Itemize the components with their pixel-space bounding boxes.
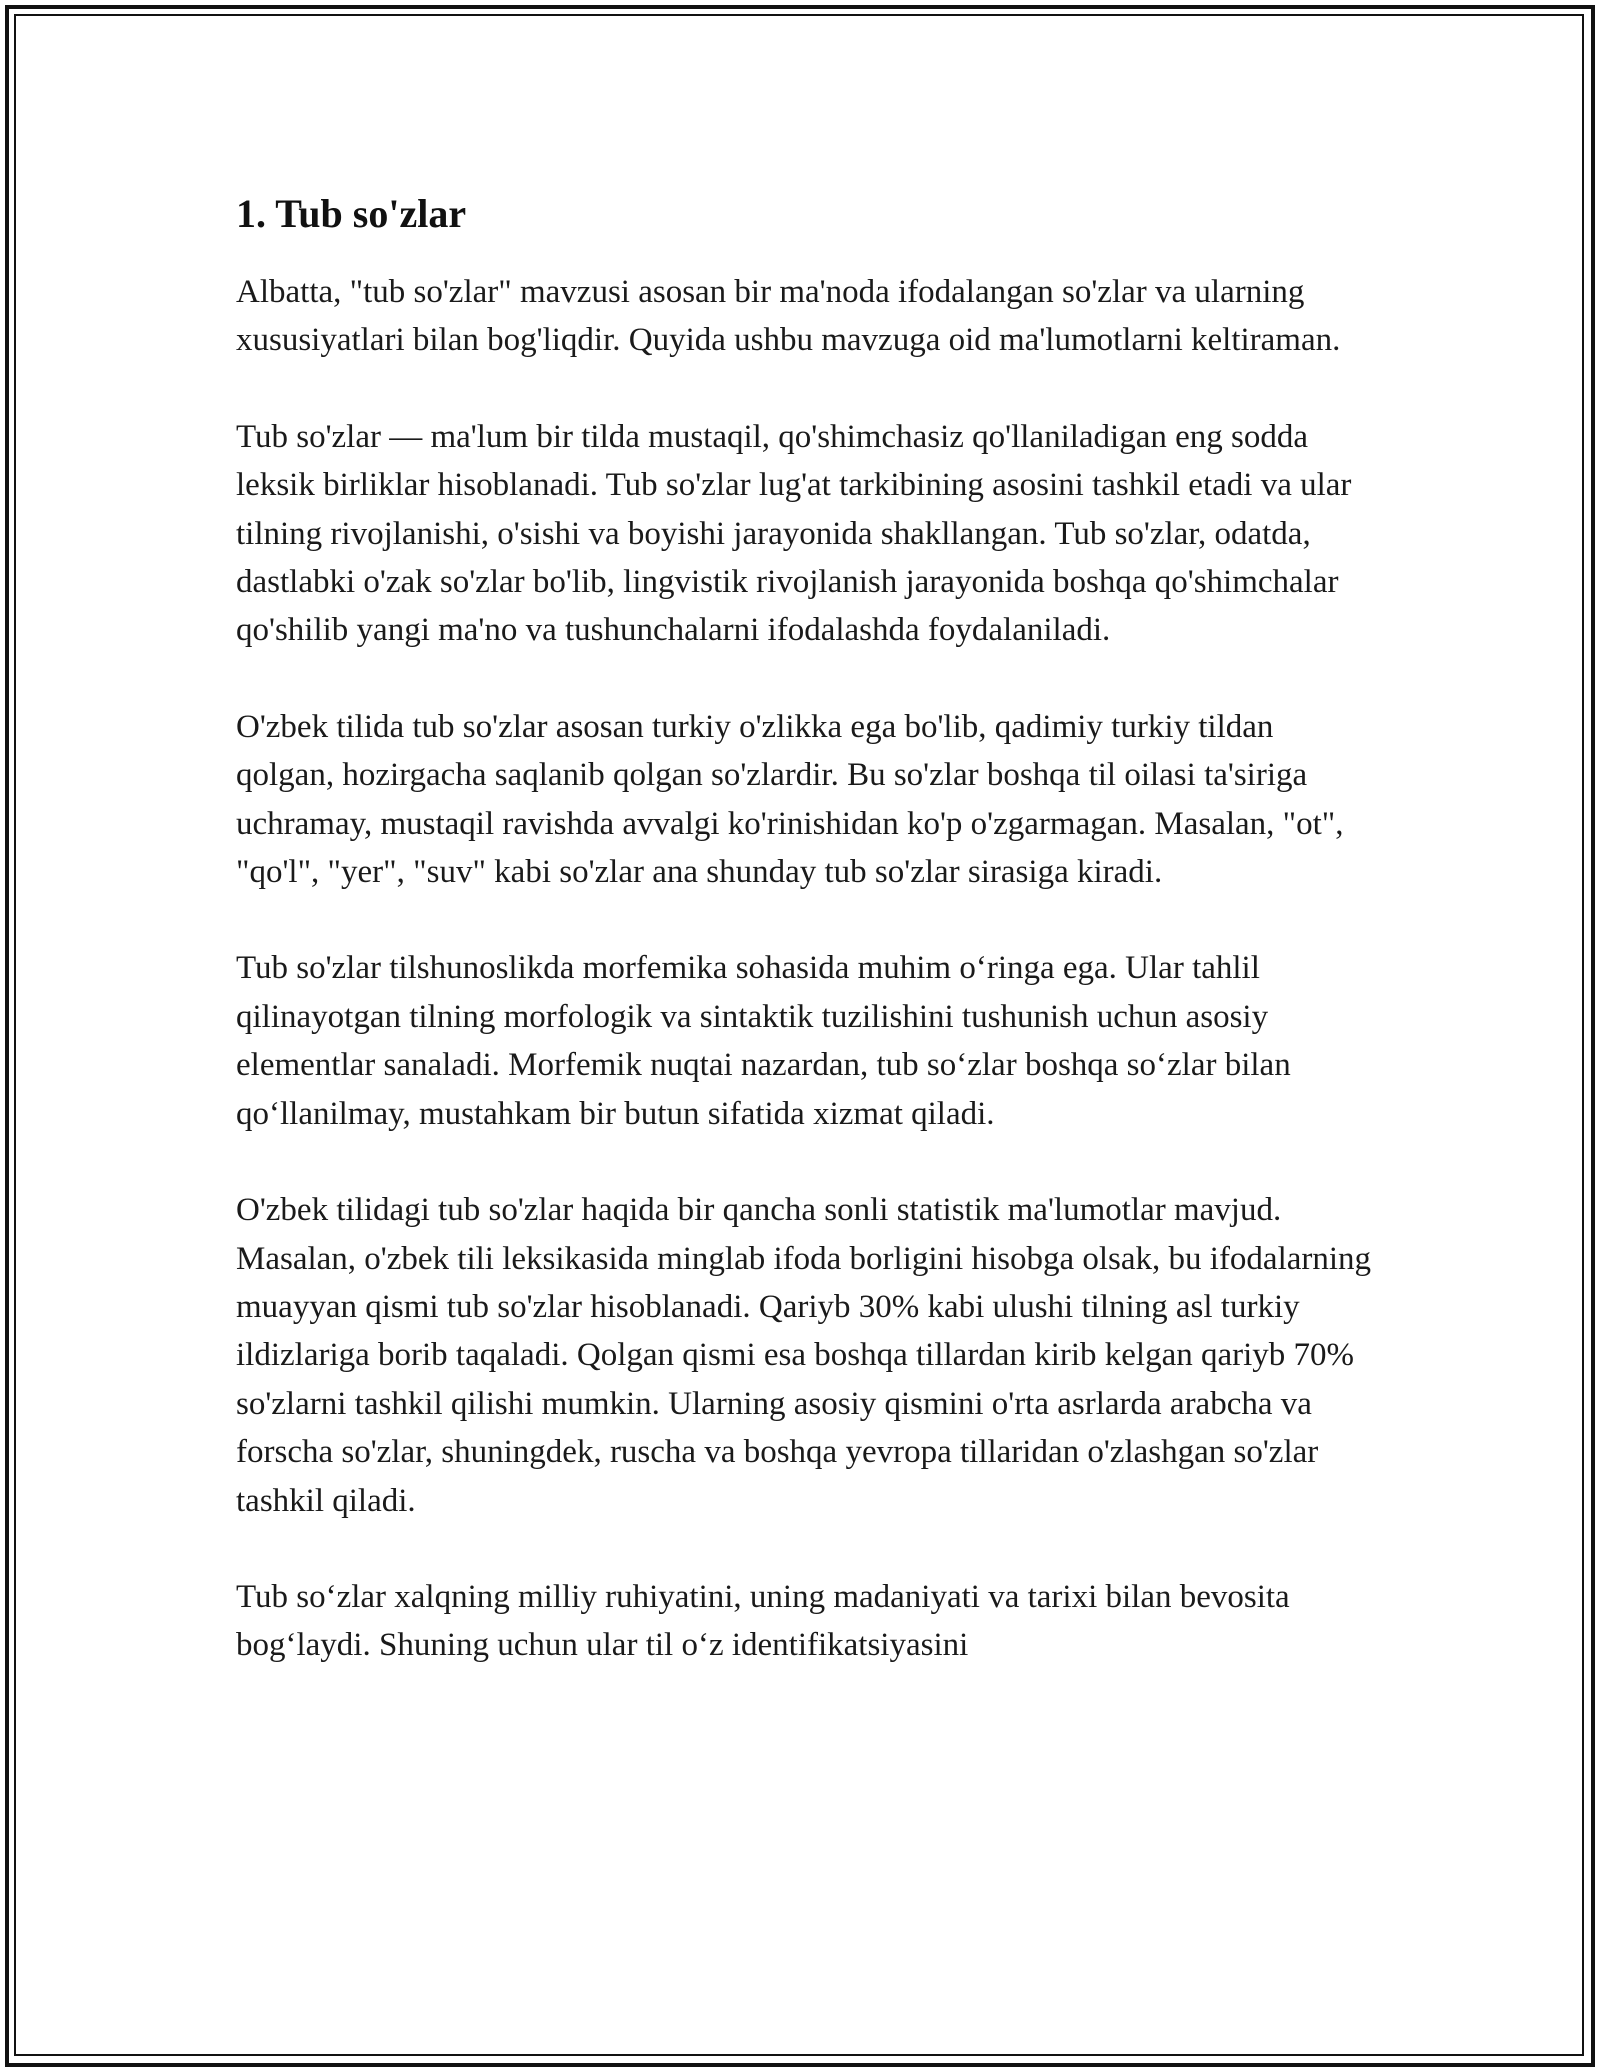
section-heading: 1. Tub so'zlar — [236, 191, 467, 236]
paragraph-morphemics: Tub so'zlar tilshunoslikda morfemika sohasida muhim o‘ringa ega. Ular tahlil qilinayotgan tilning morfologik va sintaktik tuzilishini tushunish uchun asosiy elementlar sanaladi. Morfemik nuqtai nazardan, tub so‘zlar boshqa so‘zlar bilan qo‘llanilmay, mustahkam bir butun sifatida xizmat qiladi. — [236, 950, 1291, 1132]
paragraph-identity: Tub so‘zlar xalqning milliy ruhiyatini, uning madaniyati va tarixi bilan bevosita bog‘laydi. Shuning uchun ular til o‘z identifikatsiyasini — [236, 1578, 1290, 1664]
paragraph-intro: Albatta, "tub so'zlar" mavzusi asosan bir ma'noda ifodalangan so'zlar va ularning xususiyatlari bilan bog'liqdir. Quyida ushbu mavzuga oid ma'lumotlarni keltiraman. — [236, 274, 1341, 359]
paragraph-definition: Tub so'zlar — ma'lum bir tilda mustaqil, qo'shimchasiz qo'llaniladigan eng sodda leksik birliklar hisoblanadi. Tub so'zlar lug'at tarkibining asosini tashkil etadi va ular tilning rivojlanishi, o'sishi va boyishi jarayonida shakllangan. Tub so'zlar, odatda, dastlabki o'zak so'zlar bo'lib, lingvistik rivojlanish jarayonida boshqa qo'shimchalar qo'shilib yangi ma'no va tushunchalarni ifodalashda foydalaniladi. — [236, 418, 1352, 649]
paragraph-statistics: O'zbek tilidagi tub so'zlar haqida bir qancha sonli statistik ma'lumotlar mavjud. Masalan, o'zbek tili leksikasida minglab ifoda borligini hisobga olsak, bu ifodalarning muayyan qismi tub so'zlar hisoblanadi. Qariyb 30% kabi ulushi tilning asl turkiy ildizlariga borib taqaladi. Qolgan qismi esa boshqa tillardan kirib kelgan qariyb 70% so'zlarni tashkil qilishi mumkin. Ularning asosiy qismini o'rta asrlarda arabcha va forscha so'zlar, shuningdek, ruscha va boshqa yevropa tillaridan o'zlashgan so'zlar tashkil qiladi. — [236, 1192, 1372, 1519]
document-body — [236, 186, 1376, 1670]
paragraph-origin: O'zbek tilida tub so'zlar asosan turkiy o'zlikka ega bo'lib, qadimiy turkiy tildan qolgan, hozirgacha saqlanib qolgan so'zlardir. Bu so'zlar boshqa til oilasi ta'siriga uchramay, mustaqil ravishda avvalgi ko'rinishidan ko'p o'zgarmagan. Masalan, "ot", "qo'l", "yer", "suv" kabi so'zlar ana shunday tub so'zlar sirasiga kiradi. — [236, 708, 1344, 891]
